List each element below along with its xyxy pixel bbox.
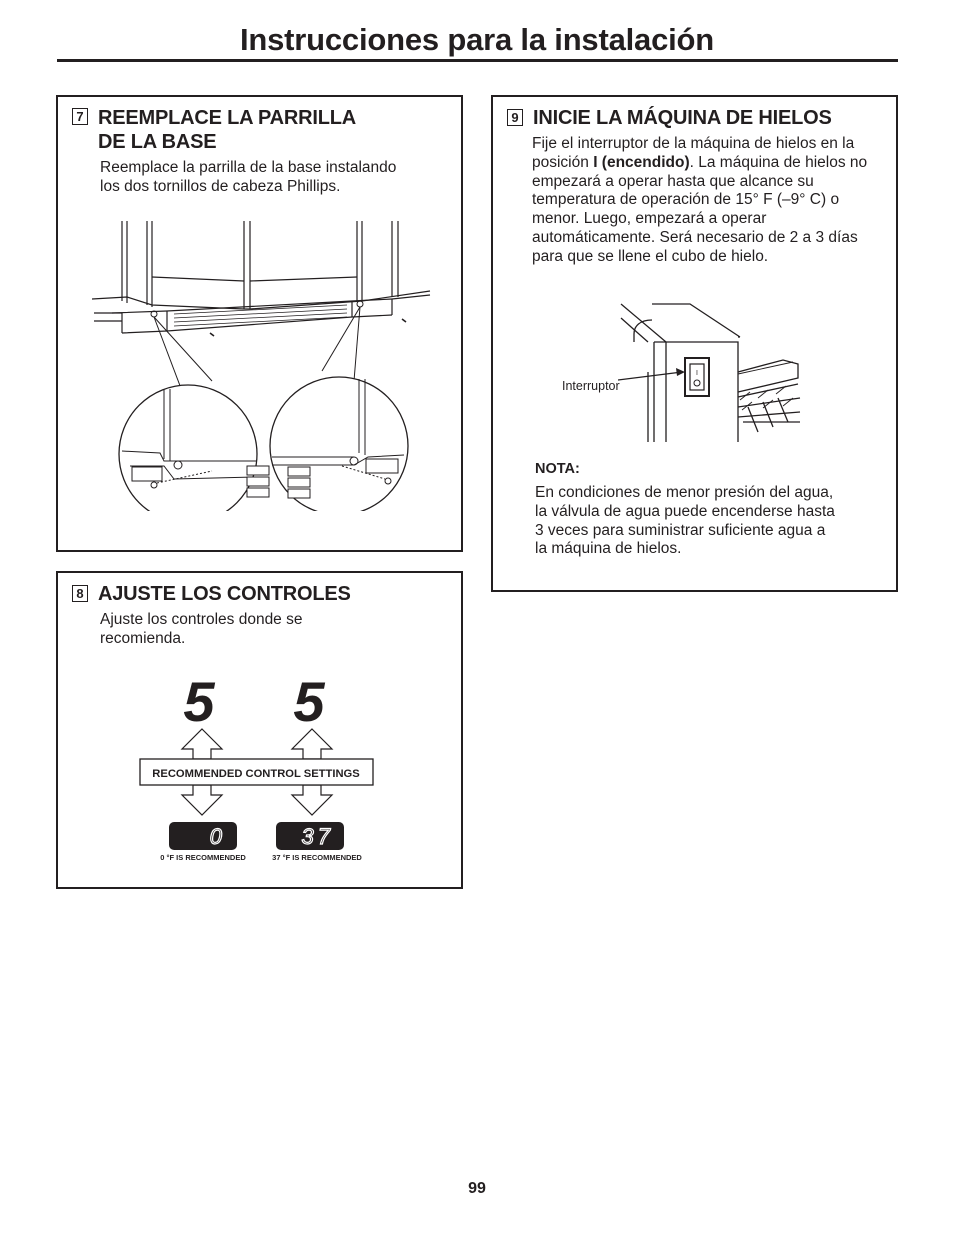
title-divider [57, 59, 898, 62]
step-9-text-part2: . La máquina de hielos no empezará a operar hasta que alcance su temperatura de operación de 15° F (–9° C) o menor. Luego, empezará a operar automáticamente. Será necesario de 2 a 3 días para que se llene el cubo de hielo. [532, 153, 868, 265]
step-9-text [532, 135, 882, 267]
step-9-heading: INICIE LA MÁQUINA DE HIELOS [533, 107, 832, 129]
step-8-heading: AJUSTE LOS CONTROLES [98, 583, 351, 605]
arrow-down-right-icon [292, 785, 332, 815]
recommended-settings-illustration [136, 671, 376, 866]
arrow-up-left-icon [182, 729, 222, 759]
step-7-heading [98, 106, 356, 154]
freezer-display-caption: 0 °F IS RECOMMENDED [160, 853, 246, 862]
step-7-panel [56, 95, 463, 552]
freezer-display-value: 0 [209, 824, 222, 849]
base-grille-illustration [92, 221, 432, 511]
page-title: Instrucciones para la instalación [239, 22, 715, 57]
step-8-number: 8 [72, 585, 88, 602]
callout-arrow-icon [676, 368, 685, 376]
switch-callout-label: Interruptor [562, 379, 620, 393]
step-7-number: 7 [72, 108, 88, 125]
step-8-panel [56, 571, 463, 889]
step-9-text-bold: I (encendido) [593, 153, 690, 171]
fresh-food-display-caption: 37 °F IS RECOMMENDED [272, 853, 362, 862]
freezer-display [169, 822, 237, 850]
note-label: NOTA: [535, 461, 580, 477]
fresh-food-dial-value: 5 [293, 671, 325, 733]
icemaker-illustration [618, 302, 803, 447]
switch-on-glyph: I [696, 370, 698, 377]
arrow-up-right-icon [292, 729, 332, 759]
step-9-number: 9 [507, 109, 523, 126]
note-text: En condiciones de menor presión del agua, la válvula de agua puede encenderse hasta 3 veces para suministrar suficiente agua a la máquina de hielos. [535, 484, 835, 558]
step-9-panel [491, 95, 898, 592]
page-number: 99 [468, 1180, 486, 1197]
recommended-banner-label: RECOMMENDED CONTROL SETTINGS [152, 768, 360, 780]
arrow-down-left-icon [182, 785, 222, 815]
fresh-food-display-value: 37 [301, 824, 334, 849]
freezer-dial-value: 5 [183, 671, 215, 733]
step-8-text: Ajuste los controles donde se recomienda. [100, 611, 303, 647]
step-7-text: Reemplace la parrilla de la base instalando los dos tornillos de cabeza Phillips. [100, 159, 397, 195]
step-9-text-part1: Fije el interruptor de la máquina de hielos en la posición [532, 135, 855, 171]
step-7-heading-line2: DE LA BASE [98, 131, 217, 153]
step-7-heading-line1: REEMPLACE LA PARRILLA [98, 107, 357, 129]
